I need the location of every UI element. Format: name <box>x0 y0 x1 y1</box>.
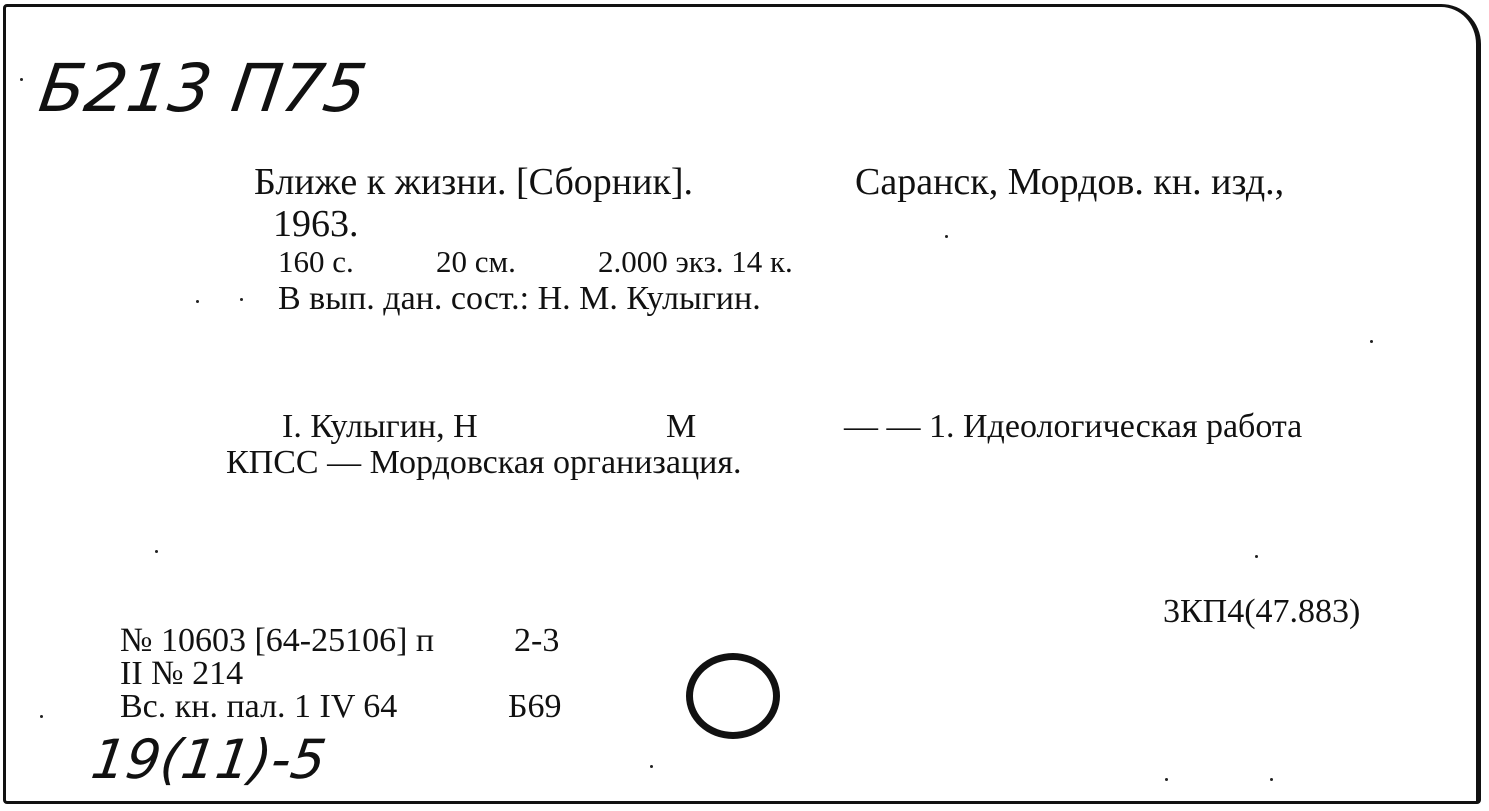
entry-compiler-note: В вып. дан. сост.: Н. М. Кулыгин. <box>278 280 761 317</box>
dust-speck <box>20 78 23 81</box>
dust-speck <box>240 298 243 301</box>
entry-imprint: Саранск, Мордов. кн. изд., <box>855 161 1285 203</box>
entry-print-run-price: 2.000 экз. 14 к. <box>598 244 793 279</box>
dust-speck <box>1165 778 1168 781</box>
tracing-author: I. Кулыгин, Н <box>282 408 478 445</box>
entry-year: 1963. <box>273 203 359 245</box>
dust-speck <box>1270 778 1273 781</box>
dust-speck <box>1370 340 1373 343</box>
dust-speck <box>196 300 199 303</box>
footer-record-code: 2-3 <box>514 622 560 659</box>
footer-date-line: Вс. кн. пал. 1 IV 64 <box>120 688 398 725</box>
footer-date-code: Б69 <box>508 688 562 725</box>
entry-size: 20 см. <box>436 244 516 279</box>
footer-series-number: II № 214 <box>120 655 244 692</box>
dust-speck <box>40 715 43 718</box>
tracing-subject: — — 1. Идеологическая работа <box>844 408 1303 445</box>
punch-hole <box>686 653 780 739</box>
handwritten-call-number: Б213 П75 <box>34 50 372 127</box>
classification-code: 3КП4(47.883) <box>1163 593 1361 630</box>
dust-speck <box>155 550 158 553</box>
handwritten-bottom-number: 19(11)-5 <box>87 728 330 791</box>
footer-record-number: № 10603 [64-25106] п <box>120 622 435 659</box>
tracing-subject-continued: КПСС — Мордовская организация. <box>226 444 742 481</box>
tracing-initial: М <box>666 408 697 445</box>
dust-speck <box>945 235 948 238</box>
dust-speck <box>1255 555 1258 558</box>
entry-pages: 160 с. <box>278 244 354 279</box>
entry-title: Ближе к жизни. [Сборник]. <box>254 161 694 203</box>
dust-speck <box>650 765 653 768</box>
